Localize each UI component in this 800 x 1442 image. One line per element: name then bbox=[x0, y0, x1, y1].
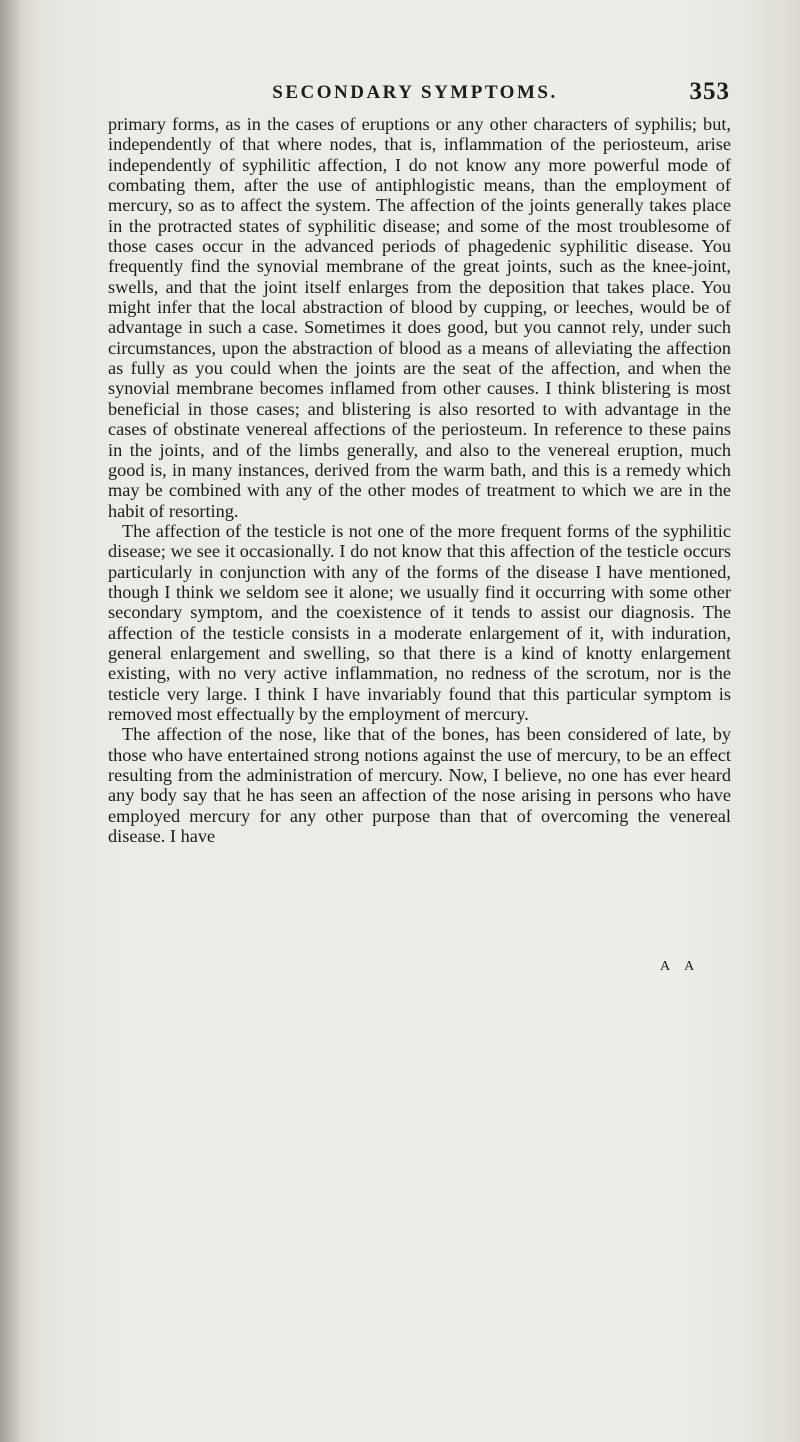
paragraph-testicle: The affection of the testicle is not one of the more frequent forms of the syphilitic disease; we see it occasionally. I do not know that this affection of the testicle occurs particularly in conjunction with any of the forms of the disease I have mentioned, though I think we seldom see it alone; we usually find it occurring with some other secondary symptom, and the coexistence of it tends to assist our diagnosis. The affection of the testicle consists in a moderate enlargement of it, with induration, general enlargement and swelling, so that there is a kind of knotty enlargement existing, with no very active inflammation, no redness of the scrotum, nor is the testicle very large. I think I have invariably found that this particular symptom is removed most effectually by the employment of mercury. bbox=[108, 520, 731, 724]
signature-mark: A A bbox=[660, 959, 701, 974]
paragraph-nose: The affection of the nose, like that of the bones, has been considered of late, by those who have entertained strong notions against the use of mercury, to be an effect resulting from the administration of mercury. Now, I believe, no one has ever heard any body say that he has seen an affection of the nose arising in persons who have employed mercury for any other purpose than that of overcoming the venereal disease. I have bbox=[108, 724, 731, 847]
body-text bbox=[108, 114, 731, 846]
page-number: 353 bbox=[689, 78, 730, 105]
page-gutter-shadow bbox=[0, 0, 22, 1442]
running-head bbox=[100, 78, 730, 108]
paragraph-continued: primary forms, as in the cases of eruptions or any other characters of syphilis; but, independently of that where nodes, that is, inflammation of the periosteum, arise independently of syphilitic affection, I do not know any more powerful mode of combating them, after the use of antiphlogistic means, than the employment of mercury, so as to affect the system. The affection of the joints generally takes place in the protracted states of syphilitic disease; and some of the most troublesome of those cases occur in the advanced periods of phagedenic syphilitic disease. You frequently find the synovial membrane of the great joints, such as the knee-joint, swells, and that the joint itself enlarges from the deposition that takes place. You might infer that the local abstraction of blood by cupping, or leeches, would be of advantage in such a case. Sometimes it does good, but you cannot rely, under such circumstances, upon the abstraction of blood as a means of alleviating the affection as fully as you could when the joints are the seat of the affection, and when the synovial membrane becomes inflamed from other causes. I think blistering is most beneficial in those cases; and blistering is also resorted to with advantage in the cases of obstinate venereal affections of the periosteum. In reference to these pains in the joints, and of the limbs generally, and also to the venereal eruption, much good is, in many instances, derived from the warm bath, and this is a remedy which may be combined with any of the other modes of treatment to which we are in the habit of resorting. bbox=[108, 114, 731, 521]
running-title: SECONDARY SYMPTOMS. bbox=[272, 82, 558, 103]
